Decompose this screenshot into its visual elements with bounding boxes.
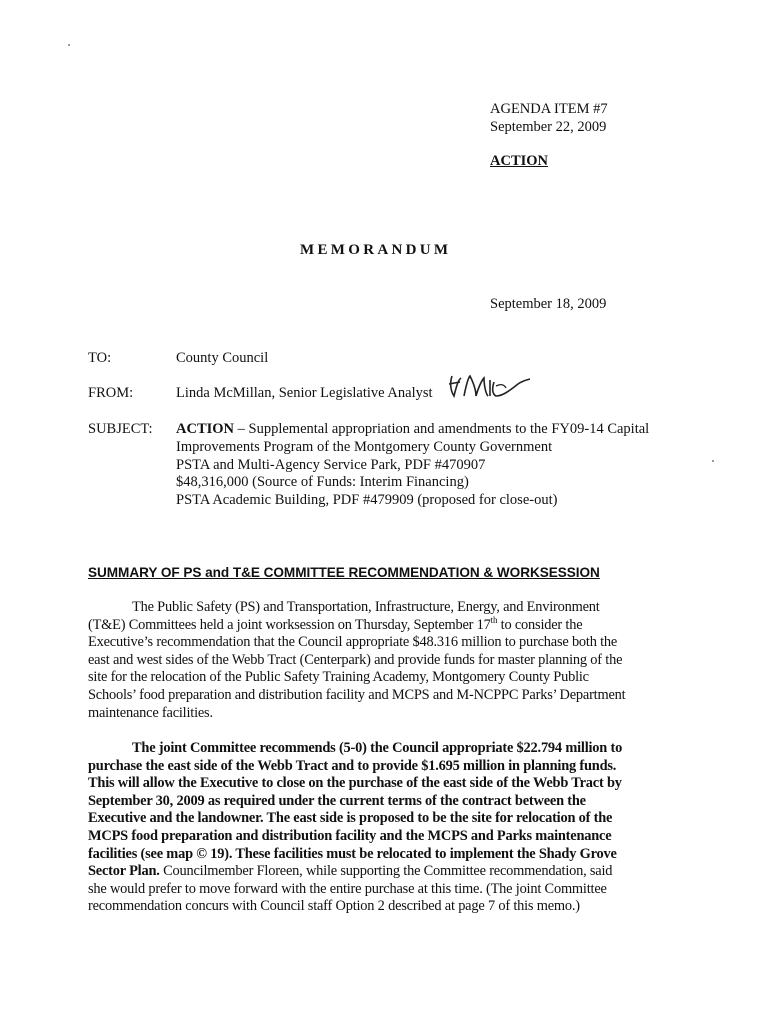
subject-line-1-text: – Supplemental appropriation and amendments to the FY09-14 Capital bbox=[234, 421, 650, 437]
p2-line: The joint Committee recommends (5-0) the Council appropriate $22.794 million to bbox=[132, 740, 623, 756]
p1-line: maintenance facilities. bbox=[88, 704, 213, 721]
scan-speck bbox=[712, 460, 714, 462]
p1-line-2a: (T&E) Committees held a joint worksession on Thursday, September 17 bbox=[88, 616, 491, 633]
subject-line-2: Improvements Program of the Montgomery County Government bbox=[176, 438, 553, 455]
subject-line-4: $48,316,000 (Source of Funds: Interim Financing) bbox=[176, 474, 469, 491]
p1-line bbox=[88, 614, 673, 635]
p2-line: recommendation concurs with Council staff Option 2 described at page 7 of this memo.) bbox=[88, 898, 580, 915]
p1-line: Executive’s recommendation that the Council appropriate $48.316 million to purchase both the bbox=[88, 634, 618, 651]
agenda-item-label: AGENDA ITEM #7 bbox=[490, 101, 608, 117]
agenda-date: September 22, 2009 bbox=[490, 119, 607, 135]
p2-line-8-rest: Councilmember Floreen, while supporting the Committee recommendation, said bbox=[159, 863, 613, 880]
paragraph-1 bbox=[88, 599, 673, 722]
p1-line: Schools’ food preparation and distribution facility and MCPS and M-NCPPC Parks’ Department bbox=[88, 686, 626, 703]
p2-line: she would prefer to move forward with the entire purchase at this time. (The joint Committee bbox=[88, 880, 607, 897]
p2-line bbox=[88, 863, 673, 881]
to-label: TO: bbox=[88, 350, 112, 366]
p2-line-8-bold: Sector Plan. bbox=[88, 863, 160, 880]
subject-line-5: PSTA Academic Building, PDF #479909 (proposed for close-out) bbox=[176, 492, 558, 509]
subject-action: ACTION bbox=[176, 421, 235, 437]
p2-line: facilities (see map © 19). These facilities must be relocated to implement the Shady Grove bbox=[88, 845, 617, 862]
subject-label: SUBJECT: bbox=[88, 421, 153, 437]
from-label: FROM: bbox=[88, 385, 134, 401]
p2-line: Executive and the landowner. The east side is proposed to be the site for relocation of the bbox=[88, 810, 613, 827]
p1-line: The Public Safety (PS) and Transportation, Infrastructure, Energy, and Environment bbox=[132, 599, 600, 615]
p1-line: site for the relocation of the Public Safety Training Academy, Montgomery County Public bbox=[88, 669, 589, 686]
p1-line: east and west sides of the Webb Tract (Centerpark) and provide funds for master planning of the bbox=[88, 651, 623, 668]
handwritten-initials bbox=[446, 370, 536, 404]
p1-superscript: th bbox=[490, 614, 498, 625]
p1-line-2b: to consider the bbox=[497, 616, 583, 633]
scan-speck bbox=[68, 44, 70, 46]
memo-date: September 18, 2009 bbox=[490, 296, 607, 312]
action-label: ACTION bbox=[490, 153, 549, 169]
p2-line: MCPS food preparation and distribution facility and the MCPS and Parks maintenance bbox=[88, 827, 612, 844]
p2-line: September 30, 2009 as required under the current terms of the contract between the bbox=[88, 792, 586, 809]
subject-line-3: PSTA and Multi-Agency Service Park, PDF #470907 bbox=[176, 456, 486, 473]
p2-line: This will allow the Executive to close on the purchase of the east side of the Webb Tract by bbox=[88, 775, 622, 792]
to-value: County Council bbox=[176, 350, 269, 366]
subject-block bbox=[176, 421, 716, 510]
p2-line: purchase the east side of the Webb Tract and to provide $1.695 million in planning funds. bbox=[88, 757, 617, 774]
paragraph-2 bbox=[88, 740, 673, 916]
memo-title: MEMORANDUM bbox=[300, 242, 452, 258]
subject-line-1 bbox=[176, 421, 716, 439]
section-heading: SUMMARY OF PS and T&E COMMITTEE RECOMMENDATION & WORKSESSION bbox=[88, 565, 600, 580]
from-value: Linda McMillan, Senior Legislative Analyst bbox=[176, 385, 433, 401]
